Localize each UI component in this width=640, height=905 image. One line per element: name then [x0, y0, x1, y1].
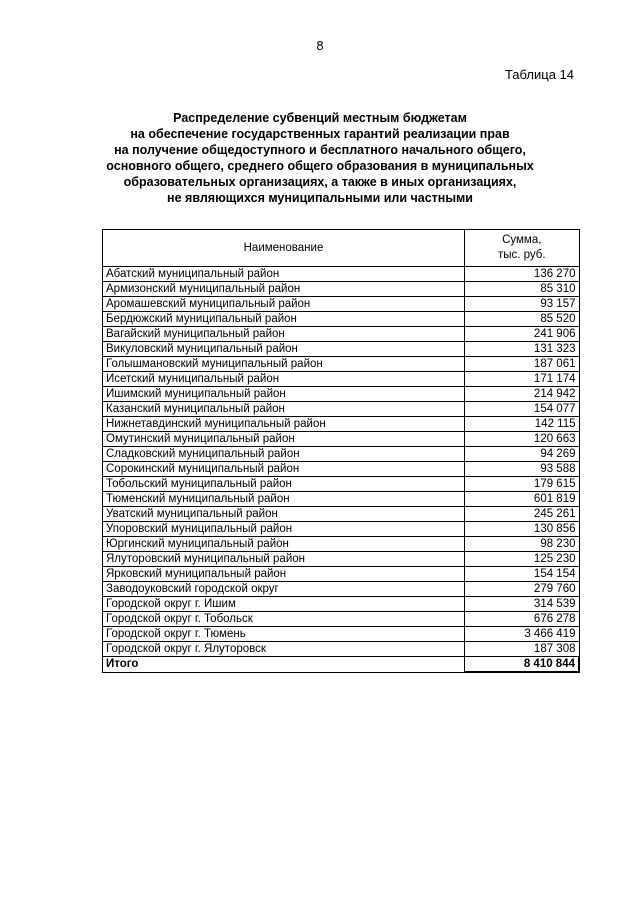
- row-value: 154 077: [465, 402, 580, 417]
- table-row: [103, 492, 580, 507]
- row-name: Городской округ г. Ялуторовск: [103, 642, 465, 657]
- row-value: 187 308: [465, 642, 580, 657]
- total-label: Итого: [103, 657, 465, 673]
- row-name: Ярковский муниципальный район: [103, 567, 465, 582]
- document-title: [90, 110, 550, 206]
- row-name: Абатский муниципальный район: [103, 267, 465, 282]
- row-value: 279 760: [465, 582, 580, 597]
- row-value: 245 261: [465, 507, 580, 522]
- table-row: [103, 327, 580, 342]
- row-name: Нижнетавдинский муниципальный район: [103, 417, 465, 432]
- table-row: [103, 567, 580, 582]
- column-header-sum-line1: Сумма,: [502, 234, 542, 246]
- row-value: 94 269: [465, 447, 580, 462]
- table-header-row: [103, 230, 580, 267]
- total-row: [103, 657, 580, 673]
- row-value: 676 278: [465, 612, 580, 627]
- row-name: Заводоуковский городской округ: [103, 582, 465, 597]
- row-value: 142 115: [465, 417, 580, 432]
- table-row: [103, 417, 580, 432]
- row-name: Ишимский муниципальный район: [103, 387, 465, 402]
- row-name: Уватский муниципальный район: [103, 507, 465, 522]
- title-line: основного общего, среднего общего образования в муниципальных: [106, 159, 534, 173]
- row-name: Исетский муниципальный район: [103, 372, 465, 387]
- table-row: [103, 552, 580, 567]
- title-line: образовательных организациях, а также в иных организациях,: [123, 175, 517, 189]
- table-row: [103, 462, 580, 477]
- table-row: [103, 627, 580, 642]
- row-name: Вагайский муниципальный район: [103, 327, 465, 342]
- row-value: 154 154: [465, 567, 580, 582]
- table-row: [103, 597, 580, 612]
- table-row: [103, 387, 580, 402]
- row-name: Юргинский муниципальный район: [103, 537, 465, 552]
- row-name: Тюменский муниципальный район: [103, 492, 465, 507]
- table-row: [103, 507, 580, 522]
- row-name: Аромашевский муниципальный район: [103, 297, 465, 312]
- row-value: 214 942: [465, 387, 580, 402]
- row-value: 120 663: [465, 432, 580, 447]
- table-row: [103, 402, 580, 417]
- table-row: [103, 372, 580, 387]
- row-value: 85 310: [465, 282, 580, 297]
- title-line: Распределение субвенций местным бюджетам: [173, 111, 467, 125]
- row-name: Сорокинский муниципальный район: [103, 462, 465, 477]
- table-row: [103, 612, 580, 627]
- table-body: [103, 267, 580, 673]
- row-name: Викуловский муниципальный район: [103, 342, 465, 357]
- table-row: [103, 477, 580, 492]
- row-value: 85 520: [465, 312, 580, 327]
- row-name: Сладковский муниципальный район: [103, 447, 465, 462]
- table-row: [103, 582, 580, 597]
- row-name: Бердюжский муниципальный район: [103, 312, 465, 327]
- row-name: Омутинский муниципальный район: [103, 432, 465, 447]
- table-row: [103, 312, 580, 327]
- row-value: 93 588: [465, 462, 580, 477]
- row-value: 98 230: [465, 537, 580, 552]
- column-header-sum-line2: тыс. руб.: [497, 249, 546, 261]
- row-value: 241 906: [465, 327, 580, 342]
- table-label: Таблица 14: [504, 67, 574, 82]
- table-row: [103, 432, 580, 447]
- table-row: [103, 297, 580, 312]
- column-header-sum: [465, 230, 580, 267]
- table-row: [103, 522, 580, 537]
- row-name: Городской округ г. Ишим: [103, 597, 465, 612]
- row-name: Городской округ г. Тюмень: [103, 627, 465, 642]
- row-value: 3 466 419: [465, 627, 580, 642]
- row-value: 179 615: [465, 477, 580, 492]
- title-line: на обеспечение государственных гарантий реализации прав: [130, 127, 510, 141]
- row-name: Упоровский муниципальный район: [103, 522, 465, 537]
- table-row: [103, 642, 580, 657]
- row-value: 601 819: [465, 492, 580, 507]
- row-name: Казанский муниципальный район: [103, 402, 465, 417]
- table-row: [103, 357, 580, 372]
- column-header-name: Наименование: [103, 230, 465, 267]
- row-name: Ялуторовский муниципальный район: [103, 552, 465, 567]
- row-value: 125 230: [465, 552, 580, 567]
- table-row: [103, 282, 580, 297]
- row-name: Тобольский муниципальный район: [103, 477, 465, 492]
- row-value: 93 157: [465, 297, 580, 312]
- title-line: не являющихся муниципальными или частными: [167, 191, 473, 205]
- row-value: 131 323: [465, 342, 580, 357]
- page-number: 8: [316, 38, 324, 53]
- table-row: [103, 342, 580, 357]
- title-line: на получение общедоступного и бесплатного начального общего,: [114, 143, 526, 157]
- subventions-table: [102, 229, 580, 673]
- row-name: Городской округ г. Тобольск: [103, 612, 465, 627]
- row-value: 314 539: [465, 597, 580, 612]
- row-name: Армизонский муниципальный район: [103, 282, 465, 297]
- row-value: 136 270: [465, 267, 580, 282]
- row-value: 171 174: [465, 372, 580, 387]
- row-value: 187 061: [465, 357, 580, 372]
- table-row: [103, 267, 580, 282]
- total-value: 8 410 844: [465, 657, 580, 673]
- table-row: [103, 537, 580, 552]
- table-row: [103, 447, 580, 462]
- row-value: 130 856: [465, 522, 580, 537]
- row-name: Голышмановский муниципальный район: [103, 357, 465, 372]
